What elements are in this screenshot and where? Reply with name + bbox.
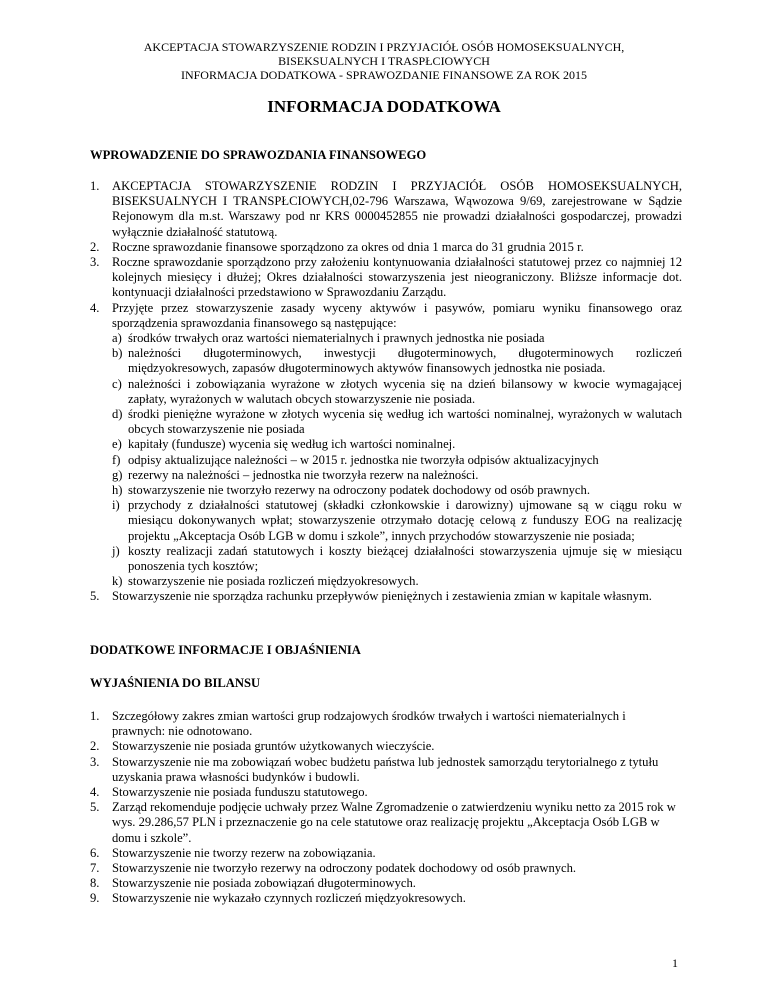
item-letter: c) [112,376,122,391]
list-item [90,846,682,861]
item-text: rezerwy na należności – jednostka nie tworzyła rezerw na należności. [128,467,479,482]
page-number: 1 [672,956,678,970]
item-letter: d) [112,407,123,422]
list-item [90,739,682,754]
item-number: 9. [90,891,100,906]
item-text: Zarząd rekomenduje podjęcie uchwały przez Walne Zgromadzenie o zatwierdzeniu wyniku netto za 2015 rok w wys. 29.286,57 PLN i przeznaczenie go na cele statutowe oraz realizację projektu „Akceptacja Osób LGB w domu i szkole”. [112,800,676,845]
list-item [90,301,682,590]
item-text: Stowarzyszenie nie tworzy rezerw na zobowiązania. [112,845,376,860]
sublist-item [112,331,682,346]
item-letter: g) [112,467,123,482]
sublist-item [112,407,682,437]
sublist-item [112,453,682,468]
item-number: 7. [90,861,100,876]
item-letter: h) [112,483,123,498]
sublist-item [112,498,682,544]
item-letter: i) [112,498,120,513]
item-text: koszty realizacji zadań statutowych i koszty bieżącej działalności stowarzyszenia ujmuje się w miesiącu ponoszenia tych kosztów; [128,543,682,574]
header-line-2: BISEKSUALNYCH I TRASPŁCIOWYCH [278,54,490,68]
sublist-item [112,483,682,498]
item-text: Przyjęte przez stowarzyszenie zasady wyceny aktywów i pasywów, pomiaru wyniku finansowego oraz sporządzenia sprawozdania finansowego są następujące: [112,300,682,330]
item-text: Stowarzyszenie nie wykazało czynnych rozliczeń międzyokresowych. [112,891,466,906]
item-text: przychody z działalności statutowej (składki członkowskie i darowizny) ujmowane są w ciągu roku w miesiącu dokonywanych wpłat; stowarzyszenie otrzymało dotację celową z funduszy EOG na realizację projektu „Akceptacja Osób LGB w domu i szkole”, innych przychodów stowarzyszenie nie posiada; [128,498,682,543]
item-text: Stowarzyszenie nie tworzyło rezerwy na odroczony podatek dochodowy od osób prawnych. [112,861,577,876]
item-letter: f) [112,452,121,467]
item-text: należności długoterminowych, inwestycji długoterminowych, długoterminowych rozliczeń międzyokresowych, zapasów długoterminowych aktywów finansowych jednostka nie posiada. [128,346,682,376]
item-number: 8. [90,876,100,891]
list-item [90,785,682,800]
item-text: AKCEPTACJA STOWARZYSZENIE RODZIN I PRZYJACIÓŁ OSÓB HOMOSEKSUALNYCH, BISEKSUALNYCH I TRANSPŁCIOWYCH,02-796 Warszawa, Wąwozowa 9/69, zarejestrowane w Sądzie Rejonowym dla m.st. Warszawy pod nr KRS 0000452855 nie prowadzi działalności gospodarczej, prowadzi wyłącznie działalność statutową. [112,179,682,239]
item-text: stowarzyszenie nie tworzyło rezerwy na odroczony podatek dochodowy od osób prawnych. [128,483,590,498]
sublist-item [112,574,682,589]
item-text: kapitały (fundusze) wycenia się według ich wartości nominalnej. [128,437,456,452]
list-item [90,589,682,604]
item-text: należności i zobowiązania wyrażone w złotych wycenia się na dzień bilansowy w kwocie wymagającej zapłaty, wyrażonych w walutach obcych stowarzyszenie nie posiada. [128,376,682,406]
balance-explanations-list [90,709,682,907]
header-line-3: INFORMACJA DODATKOWA - SPRAWOZDANIE FINANSOWE ZA ROK 2015 [180,68,588,82]
item-text: Stowarzyszenie nie posiada funduszu statutowego. [112,785,368,800]
item-text: Roczne sprawozdanie sporządzono przy założeniu kontynuowania działalności statutowej przez co najmniej 12 kolejnych miesięcy i dłużej; Okres działalności stowarzyszenia jest nieograniczony. Bliższe informacje dot. kontynuacji działalności przedstawiono w Sprawozdaniu Zarządu. [112,255,682,300]
item-number: 4. [90,785,100,800]
valuation-principles-sublist [112,331,682,589]
document-title: INFORMACJA DODATKOWA [267,97,501,116]
item-text: środków trwałych oraz wartości niematerialnych i prawnych jednostka nie posiada [128,331,545,346]
sublist-item [112,377,682,407]
list-item [90,240,682,255]
list-item [90,179,682,240]
item-number: 1. [90,709,100,723]
item-letter: b) [112,346,123,361]
item-letter: k) [112,574,123,589]
item-number: 3. [90,255,100,270]
item-text: Stowarzyszenie nie sporządza rachunku przepływów pieniężnych i zestawienia zmian w kapitale własnym. [112,589,652,604]
list-item [90,755,682,785]
item-text: środki pieniężne wyrażone w złotych wycenia się według ich wartości nominalnej, wyrażonych w walutach obcych stowarzyszenie nie posiada [128,407,682,437]
sublist-item [112,544,682,574]
list-item [90,255,682,301]
section-heading-balance-explanations: WYJAŚNIENIA DO BILANSU [90,676,261,690]
item-text: Stowarzyszenie nie posiada zobowiązań długoterminowych. [112,876,416,891]
item-number: 4. [90,300,100,315]
item-number: 1. [90,179,100,193]
item-letter: e) [112,437,122,452]
item-number: 3. [90,754,100,769]
item-text: stowarzyszenie nie posiada rozliczeń międzyokresowych. [128,574,419,589]
item-text: Roczne sprawozdanie finansowe sporządzono za okres od dnia 1 marca do 31 grudnia 2015 r. [112,239,584,254]
sublist-item [112,468,682,483]
item-number: 2. [90,739,100,754]
item-number: 6. [90,845,100,860]
item-number: 2. [90,239,100,254]
header-line-1: AKCEPTACJA STOWARZYSZENIE RODZIN I PRZYJACIÓŁ OSÓB HOMOSEKSUALNYCH, [143,40,625,54]
list-item [90,891,682,906]
item-text: Stowarzyszenie nie ma zobowiązań wobec budżetu państwa lub jednostek samorządu terytorialnego z tytułu uzyskania prawa własności budynków i budowli. [112,754,659,784]
item-text: odpisy aktualizujące należności – w 2015 r. jednostka nie tworzyła odpisów aktualizacyjnych [128,452,599,467]
section-heading-introduction: WPROWADZENIE DO SPRAWOZDANIA FINANSOWEGO [90,148,427,162]
introduction-list [90,179,682,605]
item-number: 5. [90,800,100,815]
running-header [90,40,678,82]
section-heading-additional-info: DODATKOWE INFORMACJE I OBJAŚNIENIA [90,643,361,657]
list-item [90,800,682,846]
list-item [90,861,682,876]
list-item [90,709,682,739]
list-item [90,876,682,891]
item-letter: a) [112,331,122,346]
item-letter: j) [112,543,120,558]
item-text: Stowarzyszenie nie posiada gruntów użytkowanych wieczyście. [112,739,435,754]
sublist-item [112,437,682,452]
item-text: Szczegółowy zakres zmian wartości grup rodzajowych środków trwałych i wartości niematerialnych i prawnych: nie odnotowano. [112,709,626,739]
sublist-item [112,346,682,376]
item-number: 5. [90,589,100,604]
